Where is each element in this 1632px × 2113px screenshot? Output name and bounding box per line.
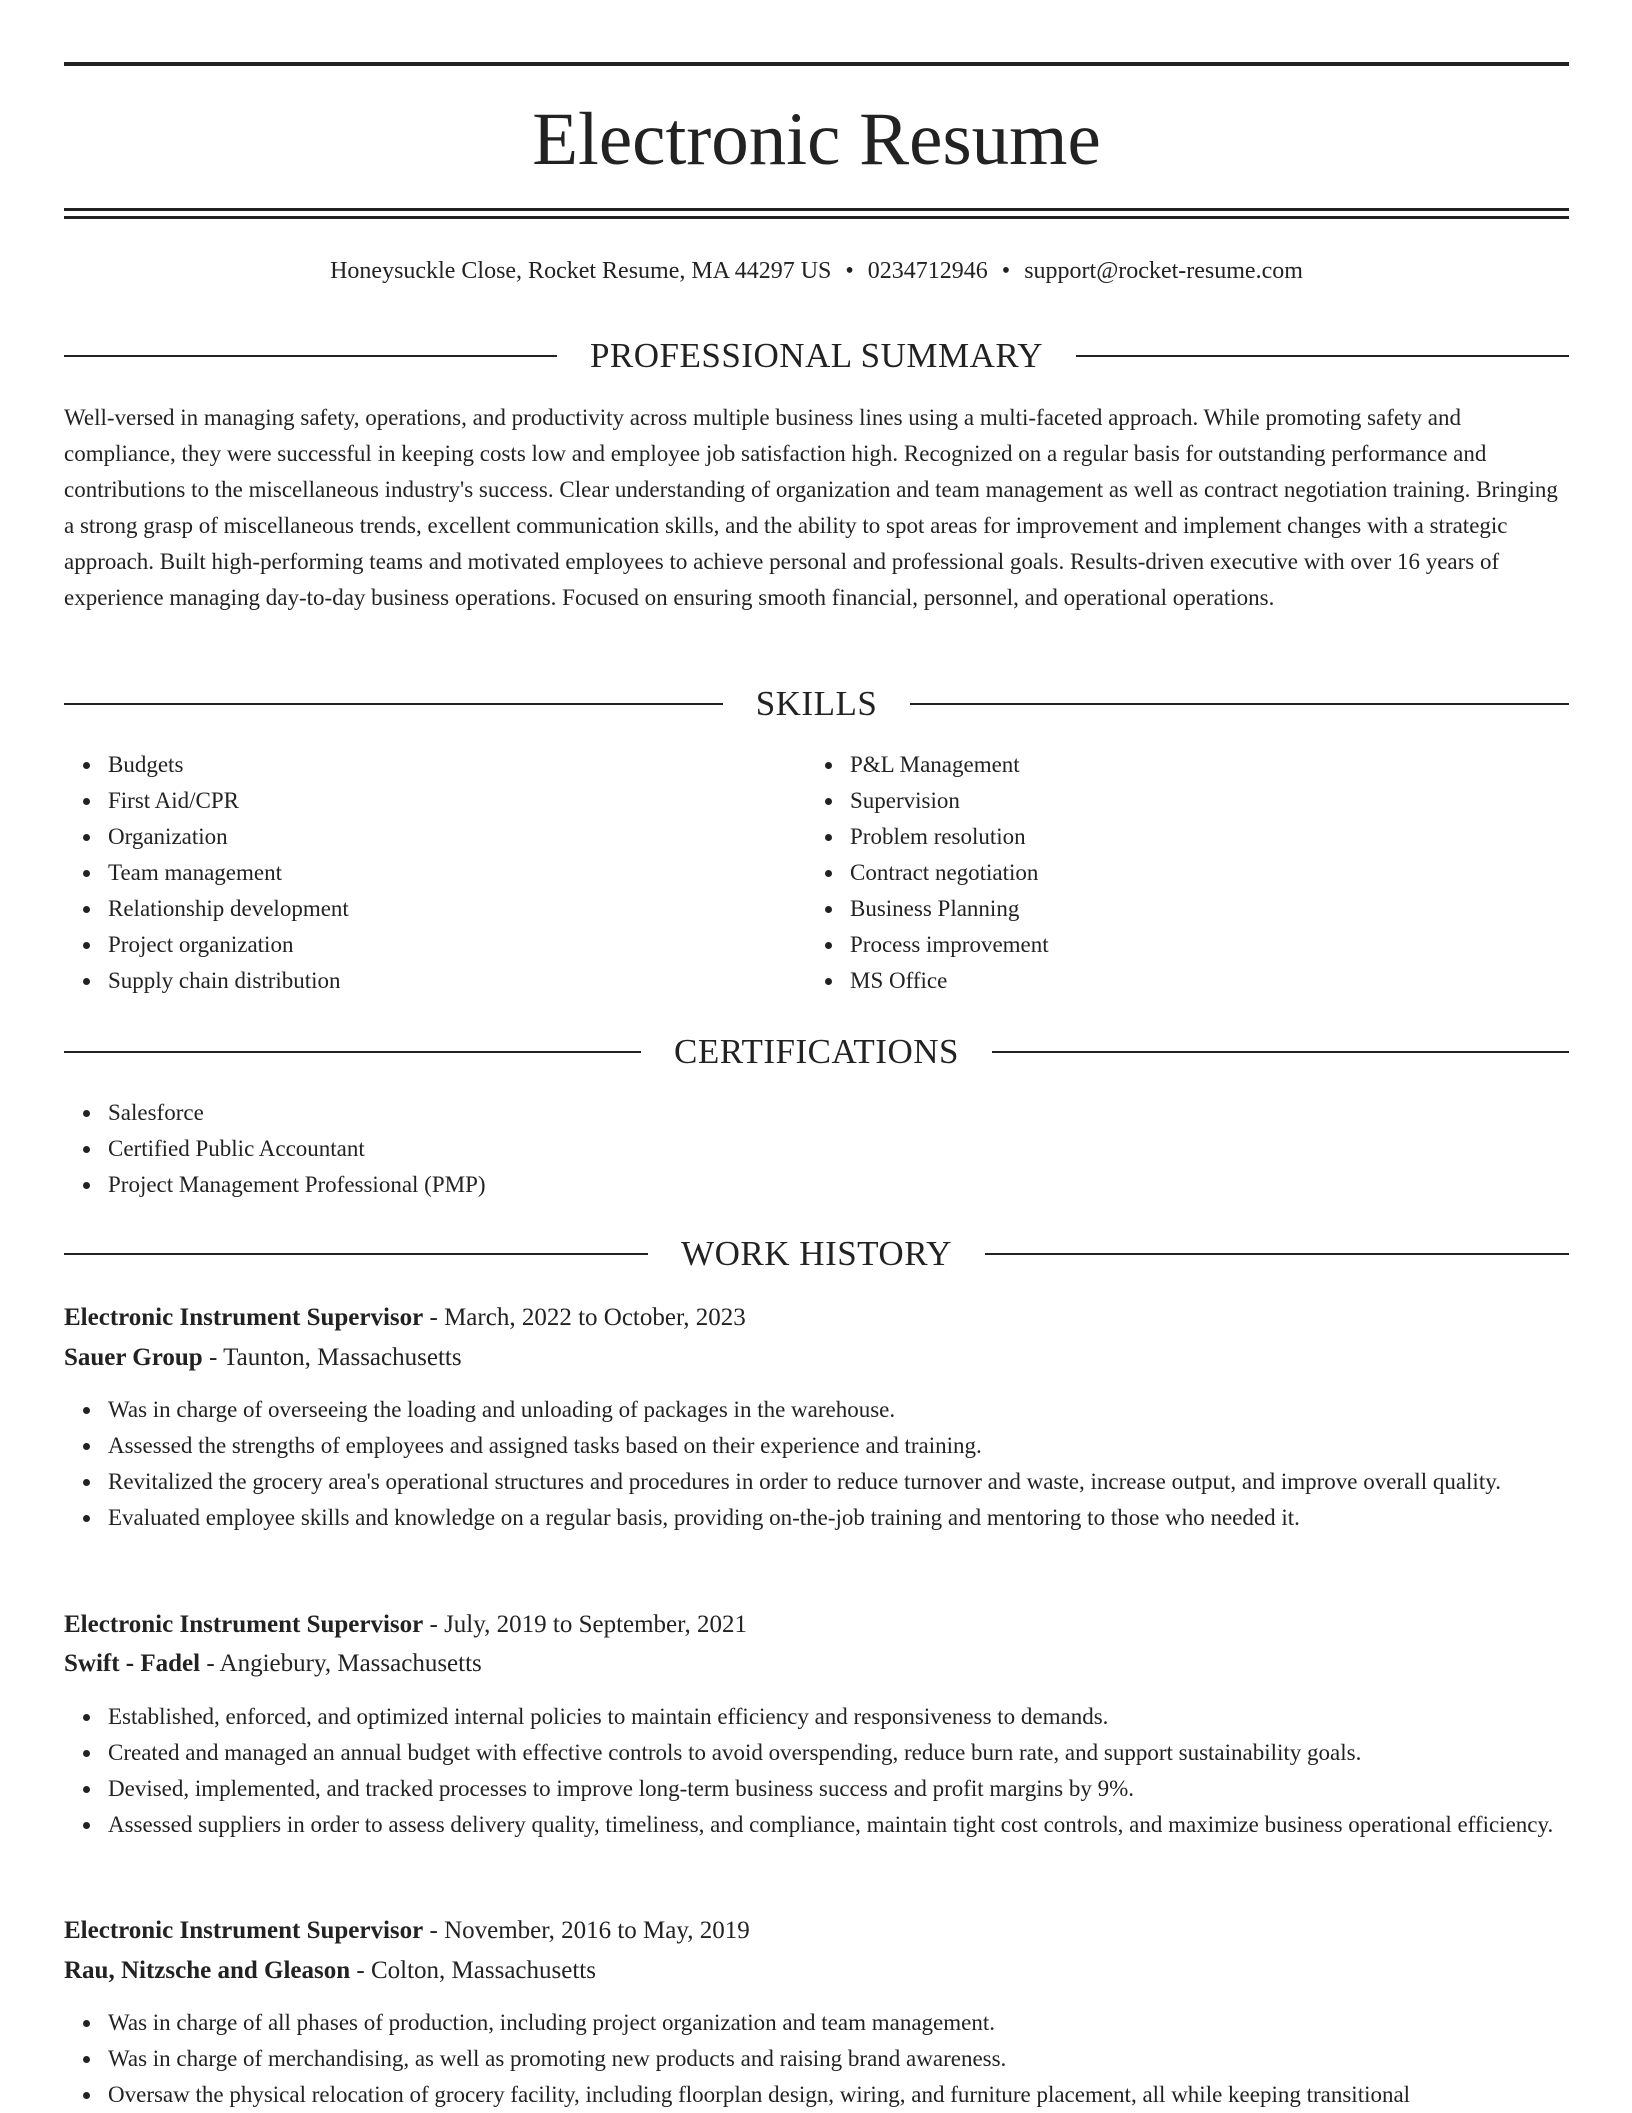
heading-rule: [64, 355, 557, 357]
work-history-heading-label: WORK HISTORY: [681, 1234, 952, 1273]
job-company-line: [64, 1645, 1569, 1683]
job-bullet-item: Oversaw the physical relocation of grocery facility, including floorplan design, wiring, and furniture placement, all while keeping transitional: [108, 2077, 1569, 2113]
skill-item: Budgets: [108, 747, 808, 783]
job-title: Electronic Instrument Supervisor: [64, 1304, 424, 1331]
skill-item: Contract negotiation: [850, 855, 1550, 891]
job-location: - Colton, Massachusetts: [350, 1957, 596, 1984]
job-bullets: [64, 1699, 1569, 1843]
job-location: - Angiebury, Massachusetts: [200, 1650, 482, 1677]
job-title-line: [64, 1606, 1569, 1644]
job-company: Swift - Fadel: [64, 1650, 201, 1677]
contact-separator: •: [845, 258, 854, 284]
job-bullet-item: Revitalized the grocery area's operational structures and procedures in order to reduce turnover and waste, increase output, and improve overall quality.: [108, 1464, 1569, 1500]
skill-item: Problem resolution: [850, 819, 1550, 855]
skill-item: Process improvement: [850, 927, 1550, 963]
contact-line: [64, 254, 1569, 288]
heading-rule: [64, 1051, 641, 1053]
job-company-line: [64, 1952, 1569, 1990]
heading-rule: [1076, 355, 1569, 357]
job-dates: - July, 2019 to September, 2021: [423, 1611, 747, 1638]
job-bullet-item: Devised, implemented, and tracked processes to improve long-term business success and profit margins by 9%.: [108, 1771, 1569, 1807]
skills-heading-label: SKILLS: [755, 684, 878, 723]
job-bullet-item: Was in charge of all phases of production, including project organization and team management.: [108, 2005, 1569, 2041]
job-bullets: [64, 1392, 1569, 1536]
job-company: Sauer Group: [64, 1344, 203, 1371]
top-rule: [64, 62, 1569, 66]
job-bullet-item: Established, enforced, and optimized internal policies to maintain efficiency and responsiveness to demands.: [108, 1699, 1569, 1735]
contact-address: Honeysuckle Close, Rocket Resume, MA 44297 US: [330, 258, 832, 284]
title-rule-upper: [64, 208, 1569, 211]
job-bullet-item: Was in charge of merchandising, as well as promoting new products and raising brand awareness.: [108, 2041, 1569, 2077]
job-bullet-item: Assessed the strengths of employees and assigned tasks based on their experience and training.: [108, 1428, 1569, 1464]
skill-item: Project organization: [108, 927, 808, 963]
heading-rule: [64, 703, 723, 705]
skills-list-left: [64, 747, 808, 999]
contact-separator: •: [1001, 258, 1011, 284]
heading-rule: [985, 1253, 1569, 1255]
job-title: Electronic Instrument Supervisor: [64, 1917, 424, 1944]
skill-item: First Aid/CPR: [108, 783, 808, 819]
job-dates: - March, 2022 to October, 2023: [423, 1304, 746, 1331]
job-bullet-item: Assessed suppliers in order to assess delivery quality, timeliness, and compliance, maintain tight cost controls, and maximize business operational efficiency.: [108, 1807, 1569, 1843]
summary-heading-label: PROFESSIONAL SUMMARY: [589, 336, 1044, 375]
heading-rule: [910, 703, 1569, 705]
certifications-list: [64, 1095, 1569, 1203]
work-history-heading: [64, 1232, 1569, 1276]
skill-item: MS Office: [850, 963, 1550, 999]
job-title: Electronic Instrument Supervisor: [64, 1611, 424, 1638]
skill-item: Supply chain distribution: [108, 963, 808, 999]
job-bullet-item: Evaluated employee skills and knowledge on a regular basis, providing on-the-job training and mentoring to those who needed it.: [108, 1500, 1569, 1536]
job-bullet-item: Created and managed an annual budget with effective controls to avoid overspending, reduce burn rate, and support sustainability goals.: [108, 1735, 1569, 1771]
skill-item: Organization: [108, 819, 808, 855]
skill-item: Supervision: [850, 783, 1550, 819]
certification-item: Certified Public Accountant: [108, 1131, 1569, 1167]
skill-item: Team management: [108, 855, 808, 891]
job-dates: - November, 2016 to May, 2019: [423, 1917, 750, 1944]
heading-rule: [992, 1051, 1569, 1053]
job-title-line: [64, 1299, 1569, 1337]
job-location: - Taunton, Massachusetts: [202, 1344, 462, 1371]
certifications-heading: [64, 1030, 1569, 1074]
certification-item: Salesforce: [108, 1095, 1569, 1131]
heading-rule: [64, 1253, 648, 1255]
job-company-line: [64, 1339, 1569, 1377]
contact-phone: 0234712946: [867, 258, 988, 284]
title-rule-lower: [64, 216, 1569, 219]
skill-item: Relationship development: [108, 891, 808, 927]
summary-heading: [64, 334, 1569, 378]
certification-item: Project Management Professional (PMP): [108, 1167, 1569, 1203]
skill-item: P&L Management: [850, 747, 1550, 783]
job-company: Rau, Nitzsche and Gleason: [64, 1957, 351, 1984]
skill-item: Business Planning: [850, 891, 1550, 927]
skills-list-right: [806, 747, 1550, 999]
job-bullets: [64, 2005, 1569, 2113]
certifications-heading-label: CERTIFICATIONS: [674, 1032, 959, 1071]
summary-text: Well-versed in managing safety, operations, and productivity across multiple business lines using a multi-faceted approach. While promoting safety and compliance, they were successful in keeping costs low and employee job satisfaction high. Recognized on a regular basis for outstanding performance and contributions to the miscellaneous industry's success. Clear understanding of organization and team management as well as contract negotiation training. Bringing a strong grasp of miscellaneous trends, excellent communication skills, and the ability to spot areas for improvement and implement changes with a strategic approach. Built high-performing teams and motivated employees to achieve personal and professional goals. Results-driven executive with over 16 years of experience managing day-to-day business operations. Focused on ensuring smooth financial, personnel, and operational operations.: [64, 405, 1558, 610]
job-title-line: [64, 1912, 1569, 1950]
resume-title: Electronic Resume: [532, 98, 1101, 181]
skills-heading: [64, 682, 1569, 726]
job-bullet-item: Was in charge of overseeing the loading and unloading of packages in the warehouse.: [108, 1392, 1569, 1428]
contact-email[interactable]: support@rocket-resume.com: [1024, 258, 1303, 284]
